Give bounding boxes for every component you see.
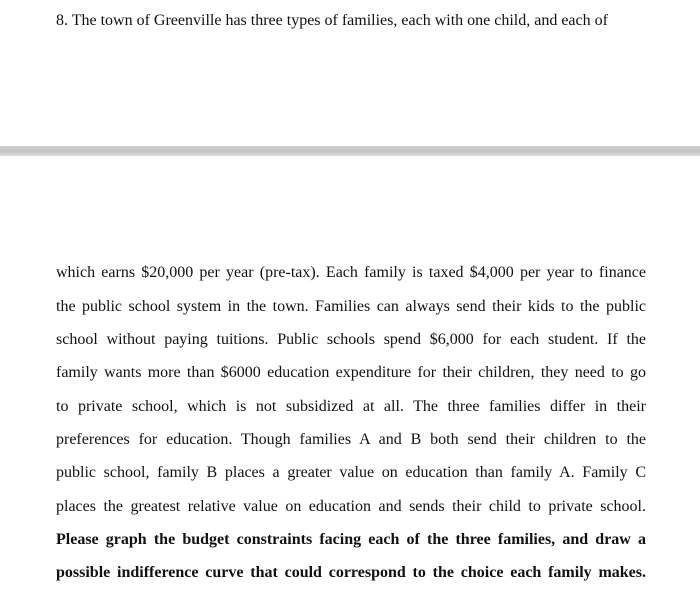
question-opening-line: 8. The town of Greenville has three types of families, each with one child, and each of	[56, 12, 608, 29]
top-page-fragment	[0, 0, 700, 146]
question-line-5: to private school, which is not subsidized at all. The three families differ in their	[56, 398, 646, 415]
question-line-6: preferences for education. Though families A and B both send their children to the	[56, 431, 646, 448]
instruction-line-2: possible indifference curve that could correspond to the choice each family makes.	[56, 564, 646, 581]
page-break-divider	[0, 146, 700, 156]
instruction-line-1: Please graph the budget constraints facing each of the three families, and draw a	[56, 531, 646, 548]
bottom-page-fragment	[0, 156, 700, 605]
question-line-8: places the greatest relative value on education and sends their child to private school.	[56, 498, 646, 515]
question-line-7: public school, family B places a greater value on education than family A. Family C	[56, 464, 646, 481]
question-line-4: family wants more than $6000 education expenditure for their children, they need to go	[56, 364, 646, 381]
question-line-2: the public school system in the town. Families can always send their kids to the public	[56, 298, 646, 315]
question-line-1: which earns $20,000 per year (pre-tax). Each family is taxed $4,000 per year to finance	[56, 264, 646, 281]
question-line-3: school without paying tuitions. Public schools spend $6,000 for each student. If the	[56, 331, 646, 348]
